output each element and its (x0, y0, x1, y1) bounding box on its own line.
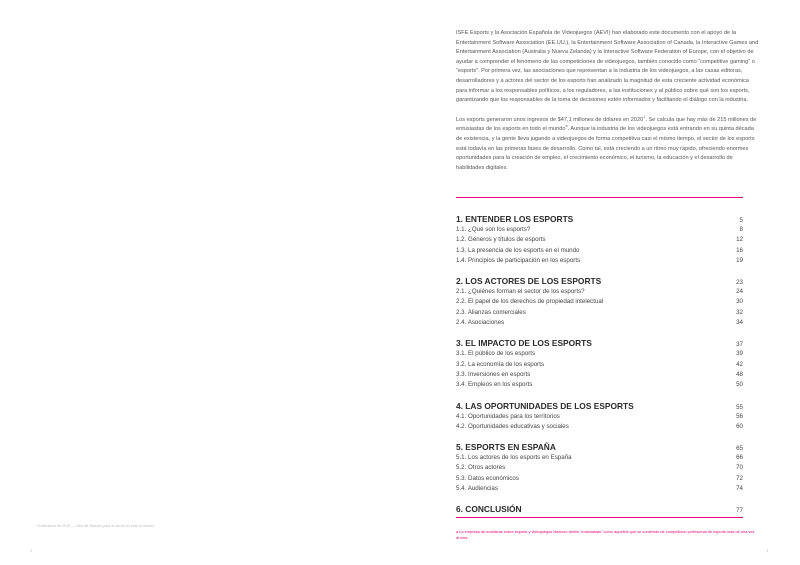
divider-top (456, 197, 743, 198)
toc-item-link[interactable] (456, 453, 743, 463)
toc-chapter-link[interactable] (456, 400, 743, 412)
toc-item-link[interactable] (456, 308, 743, 318)
toc-item-page: 30 (736, 298, 743, 306)
toc-item-link[interactable] (456, 318, 743, 328)
toc-item-link[interactable] (456, 246, 743, 256)
toc-chapter-title: 5. ESPORTS EN ESPAÑA (456, 442, 556, 453)
toc-item-link[interactable] (456, 380, 743, 390)
toc-chapter-title: 6. CONCLUSIÓN (456, 504, 522, 515)
toc-item-label: 2.4. Asociaciones (456, 319, 505, 327)
intro-p2-part-a: Los esports generaron unos ingresos de $47,1 millones de dólares en 2020 (456, 116, 644, 123)
toc-item-link[interactable] (456, 225, 743, 235)
toc-item-label: 2.1. ¿Quiénes forman el sector de los esports? (456, 288, 585, 296)
toc-item-label: 4.2. Oportunidades educativas y sociales (456, 422, 569, 430)
right-page-footnote: a La empresa de analíticas sobre esports y videojuegos Newzoo define “entusiastas” como aquellos que ve contenido de competición profesional de esports más de una vez al mes. (456, 529, 755, 541)
toc-chapter-page: 55 (736, 403, 743, 411)
toc-chapter-link[interactable] (456, 337, 743, 349)
toc-chapter-title: 3. EL IMPACTO DE LOS ESPORTS (456, 338, 592, 349)
right-page (400, 0, 800, 565)
toc-item-label: 2.3. Alianzas comerciales (456, 308, 526, 316)
toc-item-page: 56 (736, 412, 743, 420)
toc-item-link[interactable] (456, 463, 743, 473)
toc-chapter-title: 1. ENTENDER LOS ESPORTS (456, 214, 574, 224)
left-page-footnote: * Estimación de 2019 — Cifra de Newzoo para el sector en todo el mundo (36, 524, 155, 528)
toc-item-page: 42 (736, 360, 743, 368)
toc-chapter-page: 65 (736, 445, 743, 453)
intro-text (456, 29, 760, 183)
toc-item-page: 24 (736, 288, 743, 296)
toc-item-link[interactable] (456, 474, 743, 484)
table-of-contents (456, 213, 743, 524)
toc-item-label: 1.4. Principios de participación en los esports (456, 256, 581, 264)
footnote-ref-a: a (565, 124, 568, 129)
toc-section (456, 275, 743, 328)
toc-item-label: 3.2. La economía de los esports (456, 360, 545, 368)
toc-chapter-link[interactable] (456, 213, 743, 225)
toc-item-page: 50 (736, 381, 743, 389)
toc-item-label: 5.4. Audiencias (456, 485, 498, 493)
toc-section (456, 337, 743, 390)
right-page-number: 3 (766, 548, 769, 553)
toc-item-page: 72 (736, 474, 743, 482)
toc-item-label: 1.1. ¿Qué son los esports? (456, 226, 531, 233)
toc-item-link[interactable] (456, 256, 743, 266)
toc-item-page: 12 (736, 236, 743, 244)
toc-section (456, 441, 743, 494)
toc-item-page: 66 (736, 454, 743, 462)
toc-item-label: 2.2. El papel de los derechos de propiedad intelectual (456, 298, 604, 306)
toc-item-label: 5.2. Otros actores (456, 464, 506, 472)
toc-item-label: 3.3. Inversiones en esports (456, 370, 531, 378)
toc-item-page: 19 (736, 256, 743, 264)
toc-item-link[interactable] (456, 287, 743, 297)
left-page-number: 2 (30, 548, 33, 553)
toc-chapter-page: 37 (736, 341, 743, 349)
toc-item-page: 8 (739, 226, 743, 233)
toc-item-link[interactable] (456, 484, 743, 494)
toc-chapter-link[interactable] (456, 275, 743, 287)
toc-section (456, 213, 743, 266)
intro-p2-part-c: . Aunque la industria de los videojuegos está entrando en su quinta década de existencia, y la gente lleva jugando a videojuegos de forma competitiva casi el mismo tiempo, el sector de los esports está todavía en las primeras fases de desarrollo. Como tal, está creciendo a un ritmo muy rápido, ofreciendo enormes oportunidades para la creación de empleo, el crecimiento económico, el turismo, la educación y el desarrollo de habilidades digitales. (456, 126, 755, 171)
toc-section (456, 400, 743, 433)
toc-item-page: 74 (736, 485, 743, 493)
toc-item-page: 39 (736, 350, 743, 358)
toc-item-page: 34 (736, 319, 743, 327)
toc-item-link[interactable] (456, 360, 743, 370)
toc-item-link[interactable] (456, 235, 743, 245)
toc-item-link[interactable] (456, 297, 743, 307)
toc-chapter-page: 23 (736, 279, 743, 287)
toc-item-page: 32 (736, 308, 743, 316)
toc-item-label: 3.1. El público de los esports (456, 350, 536, 358)
toc-chapter-link[interactable] (456, 503, 743, 515)
toc-item-link[interactable] (456, 370, 743, 380)
toc-item-label: 1.2. Géneros y títulos de esports (456, 236, 546, 244)
toc-item-label: 1.3. La presencia de los esports en el mundo (456, 246, 580, 254)
toc-chapter-link[interactable] (456, 441, 743, 453)
toc-item-page: 16 (736, 246, 743, 254)
intro-p2-part-b: . Se calcula que hay más de 215 millones de entusiastas de los esports en todo el mundo (456, 116, 757, 133)
toc-chapter-page: 5 (739, 217, 743, 224)
toc-item-label: 5.3. Datos económicos (456, 474, 519, 482)
toc-section (456, 503, 743, 515)
toc-item-link[interactable] (456, 422, 743, 432)
toc-item-link[interactable] (456, 412, 743, 422)
toc-chapter-title: 4. LAS OPORTUNIDADES DE LOS ESPORTS (456, 400, 634, 411)
toc-chapter-page: 77 (736, 507, 743, 515)
intro-paragraph-1: ISFE Esports y la Asociación Española de Videojuegos (AEVI) han elaborado este documento con el apoyo de la Entertainment Software Association (EE.UU.), la Entertainment Software Association of Canada, la Interactive Games and Entertainment Association (Australia y Nueva Zelanda) y la Interactive Software Federation of Europe, con el objetivo de ayudar a comprender el fenómeno de las competiciones de videojuegos, también conocido como “competitive gaming” o “esports”. Por primera vez, las asociaciones que representan a la industria de los videojuegos, a las casas editoras, desarrolladores y a actores del sector de los esports han analizado la magnitud de esta creciente actividad económica para informar a los responsables políticos, a los reguladores, a las instituciones y al público sobre qué son los esports, garantizando que los responsables de la toma de decisiones estén informados y facilitando el diálogo con la industria. (456, 30, 759, 104)
toc-item-link[interactable] (456, 349, 743, 359)
toc-chapter-title: 2. LOS ACTORES DE LOS ESPORTS (456, 276, 602, 287)
intro-paragraph-2 (456, 116, 760, 174)
toc-item-label: 4.1. Oportunidades para los territorios (456, 412, 560, 420)
toc-item-page: 60 (736, 422, 743, 430)
toc-item-page: 70 (736, 464, 743, 472)
divider-bottom (456, 517, 743, 518)
footnote-ref-1: 1 (643, 114, 646, 119)
toc-item-label: 5.1. Los actores de los esports en España (456, 454, 572, 462)
toc-item-page: 48 (736, 370, 743, 378)
toc-item-label: 3.4. Empleos en los esports (456, 381, 533, 389)
